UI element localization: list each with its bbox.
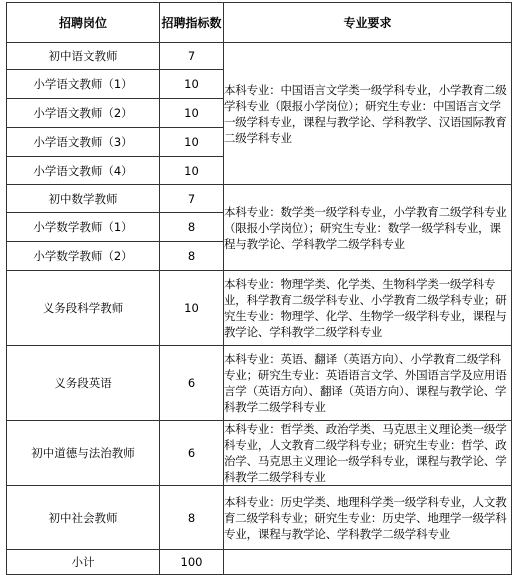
position-cell: 初中数学教师	[7, 185, 160, 213]
table-row	[7, 43, 512, 70]
requirement-cell-science: 本科专业：物理学类、化学类、生物科学类一级学科专业，科学教育二级学科专业、小学教育二级学科专业；研究生专业：物理学、化学、生物学一级学科专业，课程与教学论、学科教学二级学科专业	[224, 271, 512, 346]
count-cell: 10	[160, 271, 224, 346]
subtotal-requirement	[224, 550, 512, 575]
count-cell: 10	[160, 128, 224, 157]
count-cell: 7	[160, 185, 224, 213]
position-cell: 初中道德与法治教师	[7, 421, 160, 486]
table-row	[7, 185, 512, 213]
count-cell: 10	[160, 70, 224, 99]
count-cell: 6	[160, 346, 224, 421]
requirement-cell-chinese: 本科专业：中国语言文学类一级学科专业，小学教育二级学科专业（限报小学岗位）；研究生专业：中国语言文学一级学科专业，课程与教学论、学科教学、汉语国际教育二级学科专业	[224, 43, 512, 185]
position-cell: 义务段科学教师	[7, 271, 160, 346]
position-cell: 小学语文教师（1）	[7, 70, 160, 99]
position-cell: 小学语文教师（3）	[7, 128, 160, 157]
header-row	[7, 3, 512, 43]
header-requirement: 专业要求	[224, 3, 512, 43]
count-cell: 8	[160, 213, 224, 242]
table-row	[7, 486, 512, 550]
table-row	[7, 421, 512, 486]
position-cell: 义务段英语	[7, 346, 160, 421]
table-row	[7, 271, 512, 346]
requirement-cell-math: 本科专业：数学类一级学科专业，小学教育二级学科专业（限报小学岗位）；研究生专业：数学一级学科专业，课程与教学论、学科教学二级学科专业	[224, 185, 512, 271]
position-cell: 初中语文教师	[7, 43, 160, 70]
count-cell: 6	[160, 421, 224, 486]
count-cell: 10	[160, 99, 224, 128]
header-count: 招聘指标数	[160, 3, 224, 43]
count-cell: 7	[160, 43, 224, 70]
requirement-cell-moral: 本科专业：哲学类、政治学类、马克思主义理论类一级学科专业，人文教育二级学科专业；研究生专业：哲学、政治学、马克思主义理论一级学科专业，课程与教学论、学科教学二级学科专业	[224, 421, 512, 486]
position-cell: 小学语文教师（4）	[7, 157, 160, 185]
recruitment-table	[6, 2, 512, 575]
position-cell: 小学语文教师（2）	[7, 99, 160, 128]
position-cell: 小学数学教师（1）	[7, 213, 160, 242]
count-cell: 8	[160, 242, 224, 271]
requirement-cell-social: 本科专业：历史学类、地理科学类一级学科专业，人文教育二级学科专业；研究生专业：历史学、地理学一级学科专业，课程与教学论、学科教学二级学科专业	[224, 486, 512, 550]
subtotal-row	[7, 550, 512, 575]
subtotal-label: 小计	[7, 550, 160, 575]
subtotal-count: 100	[160, 550, 224, 575]
position-cell: 初中社会教师	[7, 486, 160, 550]
requirement-cell-english: 本科专业：英语、翻译（英语方向）、小学教育二级学科专业；研究生专业：英语语言文学、外国语言学及应用语言学（英语方向）、翻译（英语方向）、课程与教学论、学科教学二级学科专业	[224, 346, 512, 421]
header-position: 招聘岗位	[7, 3, 160, 43]
count-cell: 8	[160, 486, 224, 550]
position-cell: 小学数学教师（2）	[7, 242, 160, 271]
table-row	[7, 346, 512, 421]
count-cell: 10	[160, 157, 224, 185]
